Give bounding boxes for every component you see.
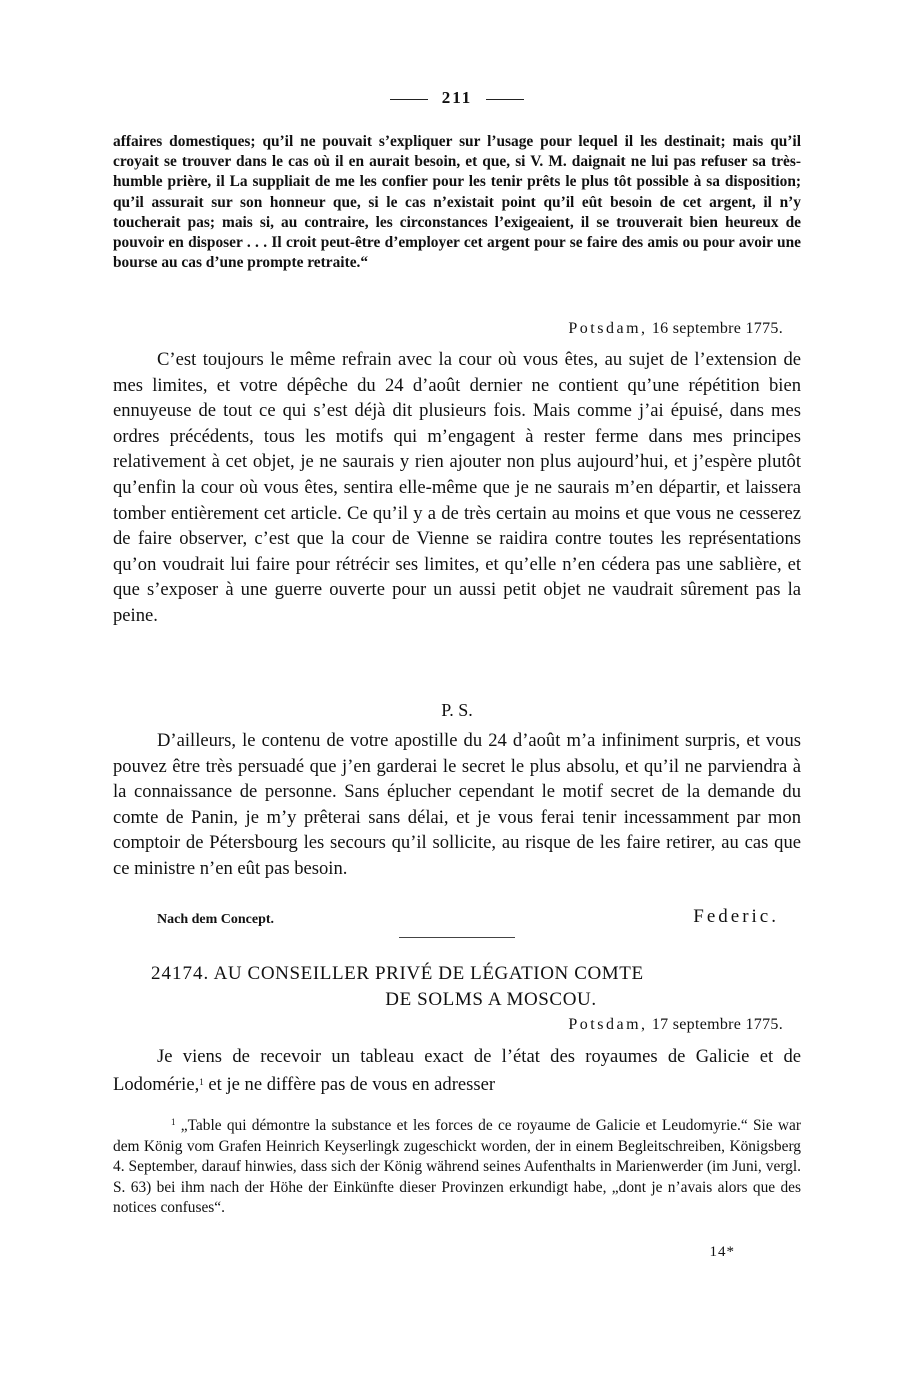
source-note: Nach dem Concept. <box>157 912 275 927</box>
footnote-marker: 1 <box>171 1117 176 1127</box>
header-dash-right <box>486 99 524 100</box>
heading-line2: DE SOLMS A MOSCOU. <box>385 989 597 1010</box>
letter1-dateline <box>568 320 783 338</box>
page-number: 211 <box>441 88 473 107</box>
page-header <box>113 88 801 108</box>
letter2-heading <box>151 961 791 1013</box>
section-divider <box>399 937 515 938</box>
letter1-date: 16 septembre 1775. <box>651 320 783 337</box>
letter2-text-end: et je ne diffère pas de vous en adresser <box>203 1073 496 1095</box>
header-dash-left <box>390 99 428 100</box>
footnote <box>113 1112 801 1219</box>
postscript-label: P. S. <box>441 700 473 720</box>
letter2-dateline <box>568 1016 783 1034</box>
signature: Federic. <box>693 906 779 927</box>
letter1-date-place: Potsdam, <box>568 320 648 337</box>
letter2-paragraph <box>113 1044 801 1097</box>
letter2-body <box>113 1044 801 1097</box>
postscript-paragraph: D’ailleurs, le contenu de votre apostille du 24 d’août m’a infiniment surpris, et vous pouvez être très persuadé que j’en garderai le secret le plus absolu, et qu’il ne parviendra à la connaissance de personne. Sans éplucher cependant le motif secret de la demande du comte de Panin, je m’y prêterai sans délai, et je vous ferai tenir incessamment par mon comptoir de Pétersbourg les secours qu’il sollicite, au risque de les faire retirer, au cas que ce ministre n’en eût pas besoin. <box>113 730 801 879</box>
letter2-date-place: Potsdam, <box>568 1016 648 1033</box>
footnote-paragraph <box>113 1112 801 1219</box>
footnote-text: „Table qui démontre la substance et les forces de ce royaume de Galicie et Leudomyrie.“ Sie war dem König vom Grafen Heinrich Keyserlingk zugeschickt worden, der in einem Begleitschreiben, Königsberg 4. September, darauf hinwies, dass sich der König während seines Aufenthalts in Marienwerder (im Juni, vergl. S. 63) bei ihm nach der Höhe der Einkünfte dieser Provinzen erkundigt habe, „dont je n’avais alors que des notices confuses“. <box>113 1117 801 1217</box>
letter2-date: 17 septembre 1775. <box>651 1016 783 1033</box>
letter2-text-start: Je viens de recevoir un tableau exact de l’état des royaumes de Galicie et de Lodomérie, <box>113 1046 801 1095</box>
footnote-reference[interactable]: 1 <box>199 1076 204 1087</box>
heading-line1: AU CONSEILLER PRIVÉ DE LÉGATION COMTE <box>213 963 644 984</box>
continued-quotation <box>113 132 801 273</box>
quotation-text: affaires domestiques; qu’il ne pouvait s’expliquer sur l’usage pour lequel il les destinait; mais qu’il croyait se trouver dans le cas où il en aurait besoin, et que, si V. M. daignait ne lui pas refuser sa très-humble prière, il La suppliait de me les confier pour les tenir prêts le plus tôt possible à sa disposition; qu’il assurait sur son honneur que, si le cas n’existait point qu’il eût besoin de cet argent, il n’y toucherait pas; mais si, au contraire, les circonstances l’exigeaient, il se trouverait bien heureux de pouvoir en disposer . . . Il croit peut-être d’employer cet argent pour se faire des amis ou pour avoir une bourse au cas d’une prompte retraite.“ <box>113 133 801 272</box>
signature-mark: 14* <box>709 1244 735 1260</box>
letter1-body <box>113 347 801 629</box>
postscript-body <box>113 728 801 882</box>
letter-number: 24174. <box>151 963 210 984</box>
letter1-paragraph: C’est toujours le même refrain avec la cour où vous êtes, au sujet de l’extension de mes limites, et votre dépêche du 24 d’août dernier ne contient qu’une répétition bien ennuyeuse de tout ce qui s’est déjà dit plusieurs fois. Mais comme j’ai épuisé, dans mes ordres précédents, tous les motifs qui m’engagent à rester ferme dans mes principes relativement à cet objet, je ne saurais y rien ajouter non plus aujourd’hui, et j’espère plutôt qu’enfin la cour où vous êtes, sentira elle-même que je ne saurais m’en départir, et laissera tomber entièrement cet article. Ce qu’il y a de très certain au moins et que vous ne cesserez de faire observer, c’est que la cour de Vienne se raidira contre toutes les représentations qu’on voudrait lui faire pour rétrécir ses limites, et qu’elle n’en cédera pas une sablière, et que s’exposer à une guerre ouverte pour un aussi petit objet ne vaudrait sûrement pas la peine. <box>113 349 801 626</box>
